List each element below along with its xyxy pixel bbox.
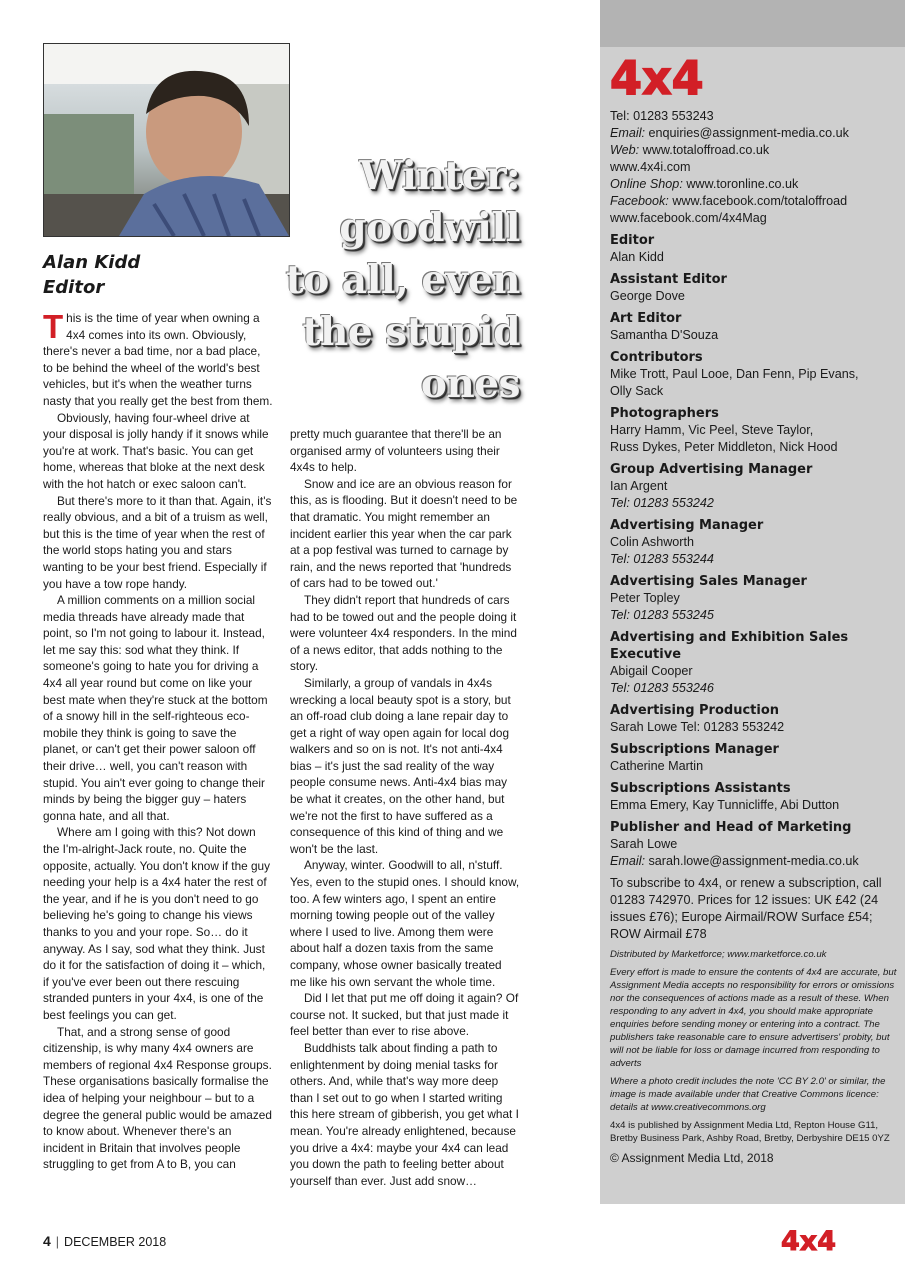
editor-portrait-image <box>44 44 289 236</box>
staff-entry <box>610 741 900 775</box>
staff-name: Colin Ashworth <box>610 535 694 549</box>
article-paragraph: That, and a strong sense of good citizenship, is why many 4x4 owners are members of regional 4x4 Response groups. These organisations basically formalise the idea of helping your neighbour – but to a degree the general public would be amazed to know about. Whenever there's an incident in Britain that involves people struggling to get from A to B, you can <box>43 1024 272 1172</box>
staff-role: Publisher and Head of Marketing <box>610 820 852 835</box>
footer-logo-text: 4x4 <box>781 1226 836 1254</box>
contact-label: Facebook: <box>610 194 669 208</box>
staff-tel: Tel: 01283 553246 <box>610 681 714 695</box>
article-paragraph: This is the time of year when owning a 4x4 comes into its own. Obviously, there's never a bad time, nor a bad place, to be behind the wheel of the world's best vehicles, but it's when the weather turns nasty that you really get the best from them. <box>43 308 273 408</box>
staff-list <box>610 232 900 870</box>
sidebar-top-band <box>600 0 905 47</box>
staff-entry <box>610 461 900 512</box>
staff-name: Sarah Lowe Tel: 01283 553242 <box>610 720 785 734</box>
article-column-1 <box>43 310 273 1173</box>
staff-role: Advertising Production <box>610 703 780 718</box>
contact-value: enquiries@assignment-media.co.uk <box>648 126 849 140</box>
footer-divider: | <box>55 1235 60 1249</box>
drop-cap: T <box>43 308 64 345</box>
staff-entry <box>610 819 900 870</box>
contact-line <box>610 210 900 227</box>
headline-line: to all, even <box>285 257 520 303</box>
staff-name: Abigail Cooper <box>610 664 693 678</box>
staff-entry <box>610 517 900 568</box>
contact-label: Email: <box>610 126 645 140</box>
staff-name: Catherine Martin <box>610 759 704 773</box>
staff-name: George Dove <box>610 289 685 303</box>
legal-text <box>610 948 900 1145</box>
staff-name: Olly Sack <box>610 384 664 398</box>
footer-logo <box>781 1224 863 1259</box>
masthead-content <box>610 108 900 1167</box>
headline-line: ones <box>420 361 520 407</box>
staff-role: Subscriptions Assistants <box>610 781 791 796</box>
contact-value: Tel: 01283 553243 <box>610 109 714 123</box>
staff-role: Advertising and Exhibition Sales Executive <box>610 630 849 662</box>
article-paragraph: They didn't report that hundreds of cars had to be towed out and the people doing it were volunteer 4x4 responders. In the mind of a news editor, that adds nothing to the story. <box>290 592 517 674</box>
staff-tel: Tel: 01283 553242 <box>610 496 714 510</box>
contact-line <box>610 125 900 142</box>
contact-value: www.facebook.com/4x4Mag <box>610 211 767 225</box>
photo-credit-note: Where a photo credit includes the note 'CC BY 2.0' or similar, the image is made available under that Creative Commons licence: details at www.creativecommons.org <box>610 1076 886 1113</box>
article-paragraph: A million comments on a million social media threads have already made that point, so I'm not going to labour it. Instead, let me say this: sod what they think. If someone's going to hate you for driving a 4x4 all year round but come on like your best mate when they're stuck at the bottom of a snowy hill in the self-righteous eco-mobile they think is going to save the planet, or can't get their power saloon off their drive… well, you can't reason with stupid. You ain't ever going to change their minds by being the bigger guy – haters gonna hate, and all that. <box>43 593 268 823</box>
article-paragraph: Buddhists talk about finding a path to enlightenment by doing menial tasks for others. And, while that's way more deep than I set out to go when I started writing this here stream of gibberish, you get what I mean. You're already enlightened, because you drive a 4x4: maybe your 4x4 can lead you down the path to feeling better about yourself than ever. Just add snow… <box>290 1040 519 1188</box>
disclaimer: Every effort is made to ensure the contents of 4x4 are accurate, but Assignment Media accepts no responsibility for errors or omissions nor the consequences of actions made as a result of these. When responding to any advert in 4x4, you should make appropriate enquiries before sending money or entering into a contract. The publishers take reasonable care to ensure advertisers' probity, but will not be liable for loss or damage incurred from responding to adverts <box>610 967 897 1069</box>
subscribe-info: To subscribe to 4x4, or renew a subscription, call 01283 742970. Prices for 12 issues: UK £42 (24 issues £76); Europe Airmail/ROW Surface £54; ROW Airmail £78 <box>610 876 882 941</box>
editor-photo <box>43 43 290 237</box>
staff-name: Samantha D'Souza <box>610 328 719 342</box>
staff-tel: Tel: 01283 553244 <box>610 552 714 566</box>
published-by: 4x4 is published by Assignment Media Ltd, Repton House G11, Bretby Business Park, Ashby Road, Bretby, Derbyshire DE15 0YZ <box>610 1120 890 1144</box>
contact-line <box>610 176 900 193</box>
distributed-by: Distributed by Marketforce; www.marketforce.co.uk <box>610 949 827 960</box>
staff-name: Emma Emery, Kay Tunnicliffe, Abi Dutton <box>610 798 840 812</box>
byline <box>43 250 140 300</box>
contact-value: www.4x4i.com <box>610 160 691 174</box>
article-column-2 <box>290 426 520 1189</box>
article-paragraph: But there's more to it than that. Again, it's really obvious, and a bit of a truism as well, but this is the time of year when the rest of the world stops hating you and stars wanting to be your best friend. Especially if you have a tow rope handy. <box>43 493 272 591</box>
contact-line <box>610 108 900 125</box>
headline-line: goodwill <box>339 205 520 251</box>
article-paragraph: pretty much guarantee that there'll be an organised army of volunteers using their 4x4s to help. <box>290 427 502 475</box>
byline-name: Alan Kidd <box>43 252 141 273</box>
staff-email: Email: sarah.lowe@assignment-media.co.uk <box>610 854 859 868</box>
byline-role: Editor <box>43 277 105 298</box>
article-paragraph: Snow and ice are an obvious reason for this, as is flooding. But it doesn't need to be that dramatic. You might remember an incident earlier this year when the car park at a pop festival was turned to carnage by rain, and the news reported that 'hundreds of cars had to be towed out.' <box>290 476 518 591</box>
staff-role: Photographers <box>610 406 719 421</box>
contact-label: Web: <box>610 143 640 157</box>
contact-value: www.toronline.co.uk <box>686 177 799 191</box>
contact-value: www.facebook.com/totaloffroad <box>672 194 848 208</box>
staff-entry <box>610 310 900 344</box>
staff-name: Peter Topley <box>610 591 680 605</box>
masthead-sidebar <box>600 0 905 1204</box>
article-paragraph: Where am I going with this? Not down the I'm-alright-Jack route, no. Quite the opposite, actually. You don't know if the guy needing your help is a 4x4 hater the rest of the year, and if he is you don't need to go believing he's going to change his views thanks to you and your rope. So… do it anyway. As I say, sod what they think. Just do it for the satisfaction of doing it – which, if you've ever been out there rescuing stranded punters in your 4x4, is one of the best feelings you can get. <box>43 825 270 1022</box>
staff-name: Mike Trott, Paul Looe, Dan Fenn, Pip Evans, <box>610 367 859 381</box>
contact-label: Online Shop: <box>610 177 683 191</box>
headline <box>282 150 520 410</box>
staff-role: Advertising Sales Manager <box>610 574 807 589</box>
contact-value: www.totaloffroad.co.uk <box>642 143 770 157</box>
staff-entry <box>610 573 900 624</box>
article-paragraph: Did I let that put me off doing it again? Of course not. It sucked, but that just made it feel better than ever to rise above. <box>290 991 519 1039</box>
issue-date: DECEMBER 2018 <box>64 1235 167 1249</box>
page-number: 4 <box>43 1233 51 1249</box>
staff-role: Group Advertising Manager <box>610 462 813 477</box>
page-footer <box>43 1233 166 1249</box>
staff-entry <box>610 780 900 814</box>
staff-entry <box>610 349 900 400</box>
article-paragraph: Anyway, winter. Goodwill to all, n'stuff. Yes, even to the stupid ones. I should know, too. A few winters ago, I spent an entire morning towing people out of the valley where I used to live. Among them were about half a dozen taxis from the same company, whose owner basically treated me like his own servant the whole time. <box>290 858 520 989</box>
staff-entry <box>610 702 900 736</box>
article-paragraph: Obviously, having four-wheel drive at your disposal is jolly handy if it snows while you're at work. That's basic. You can get home, whereas that bloke at the next desk with the hot hatch or exec saloon can't. <box>43 410 269 491</box>
staff-name: Alan Kidd <box>610 250 664 264</box>
contact-line <box>610 142 900 159</box>
contact-line <box>610 193 900 210</box>
staff-tel: Tel: 01283 553245 <box>610 608 714 622</box>
staff-entry <box>610 271 900 305</box>
magazine-logo <box>610 52 720 105</box>
staff-entry <box>610 629 900 697</box>
staff-name: Harry Hamm, Vic Peel, Steve Taylor, <box>610 423 814 437</box>
article-paragraph: Similarly, a group of vandals in 4x4s wrecking a local beauty spot is a story, but an off-road club doing a lane repair day to get a right of way open again for local dog walkers and so on is not. It's not anti-4x4 bias – it's just the sad reality of the way people consume news. Anti-4x4 bias may be what it creates, on the other hand, but we're not the first to have suffered as a consequence of this kind of thing and we won't be the last. <box>290 675 511 856</box>
staff-name: Ian Argent <box>610 479 668 493</box>
staff-role: Editor <box>610 233 655 248</box>
contact-block <box>610 108 900 227</box>
headline-line: Winter: <box>359 153 520 199</box>
staff-entry <box>610 405 900 456</box>
staff-role: Advertising Manager <box>610 518 764 533</box>
staff-role: Art Editor <box>610 311 682 326</box>
staff-role: Assistant Editor <box>610 272 727 287</box>
staff-name: Russ Dykes, Peter Middleton, Nick Hood <box>610 440 838 454</box>
contact-line <box>610 159 900 176</box>
staff-entry <box>610 232 900 266</box>
headline-line: the stupid <box>302 309 520 355</box>
staff-role: Subscriptions Manager <box>610 742 779 757</box>
logo-text: 4x4 <box>610 52 704 100</box>
copyright: © Assignment Media Ltd, 2018 <box>610 1151 774 1165</box>
staff-name: Sarah Lowe <box>610 837 678 851</box>
staff-role: Contributors <box>610 350 703 365</box>
